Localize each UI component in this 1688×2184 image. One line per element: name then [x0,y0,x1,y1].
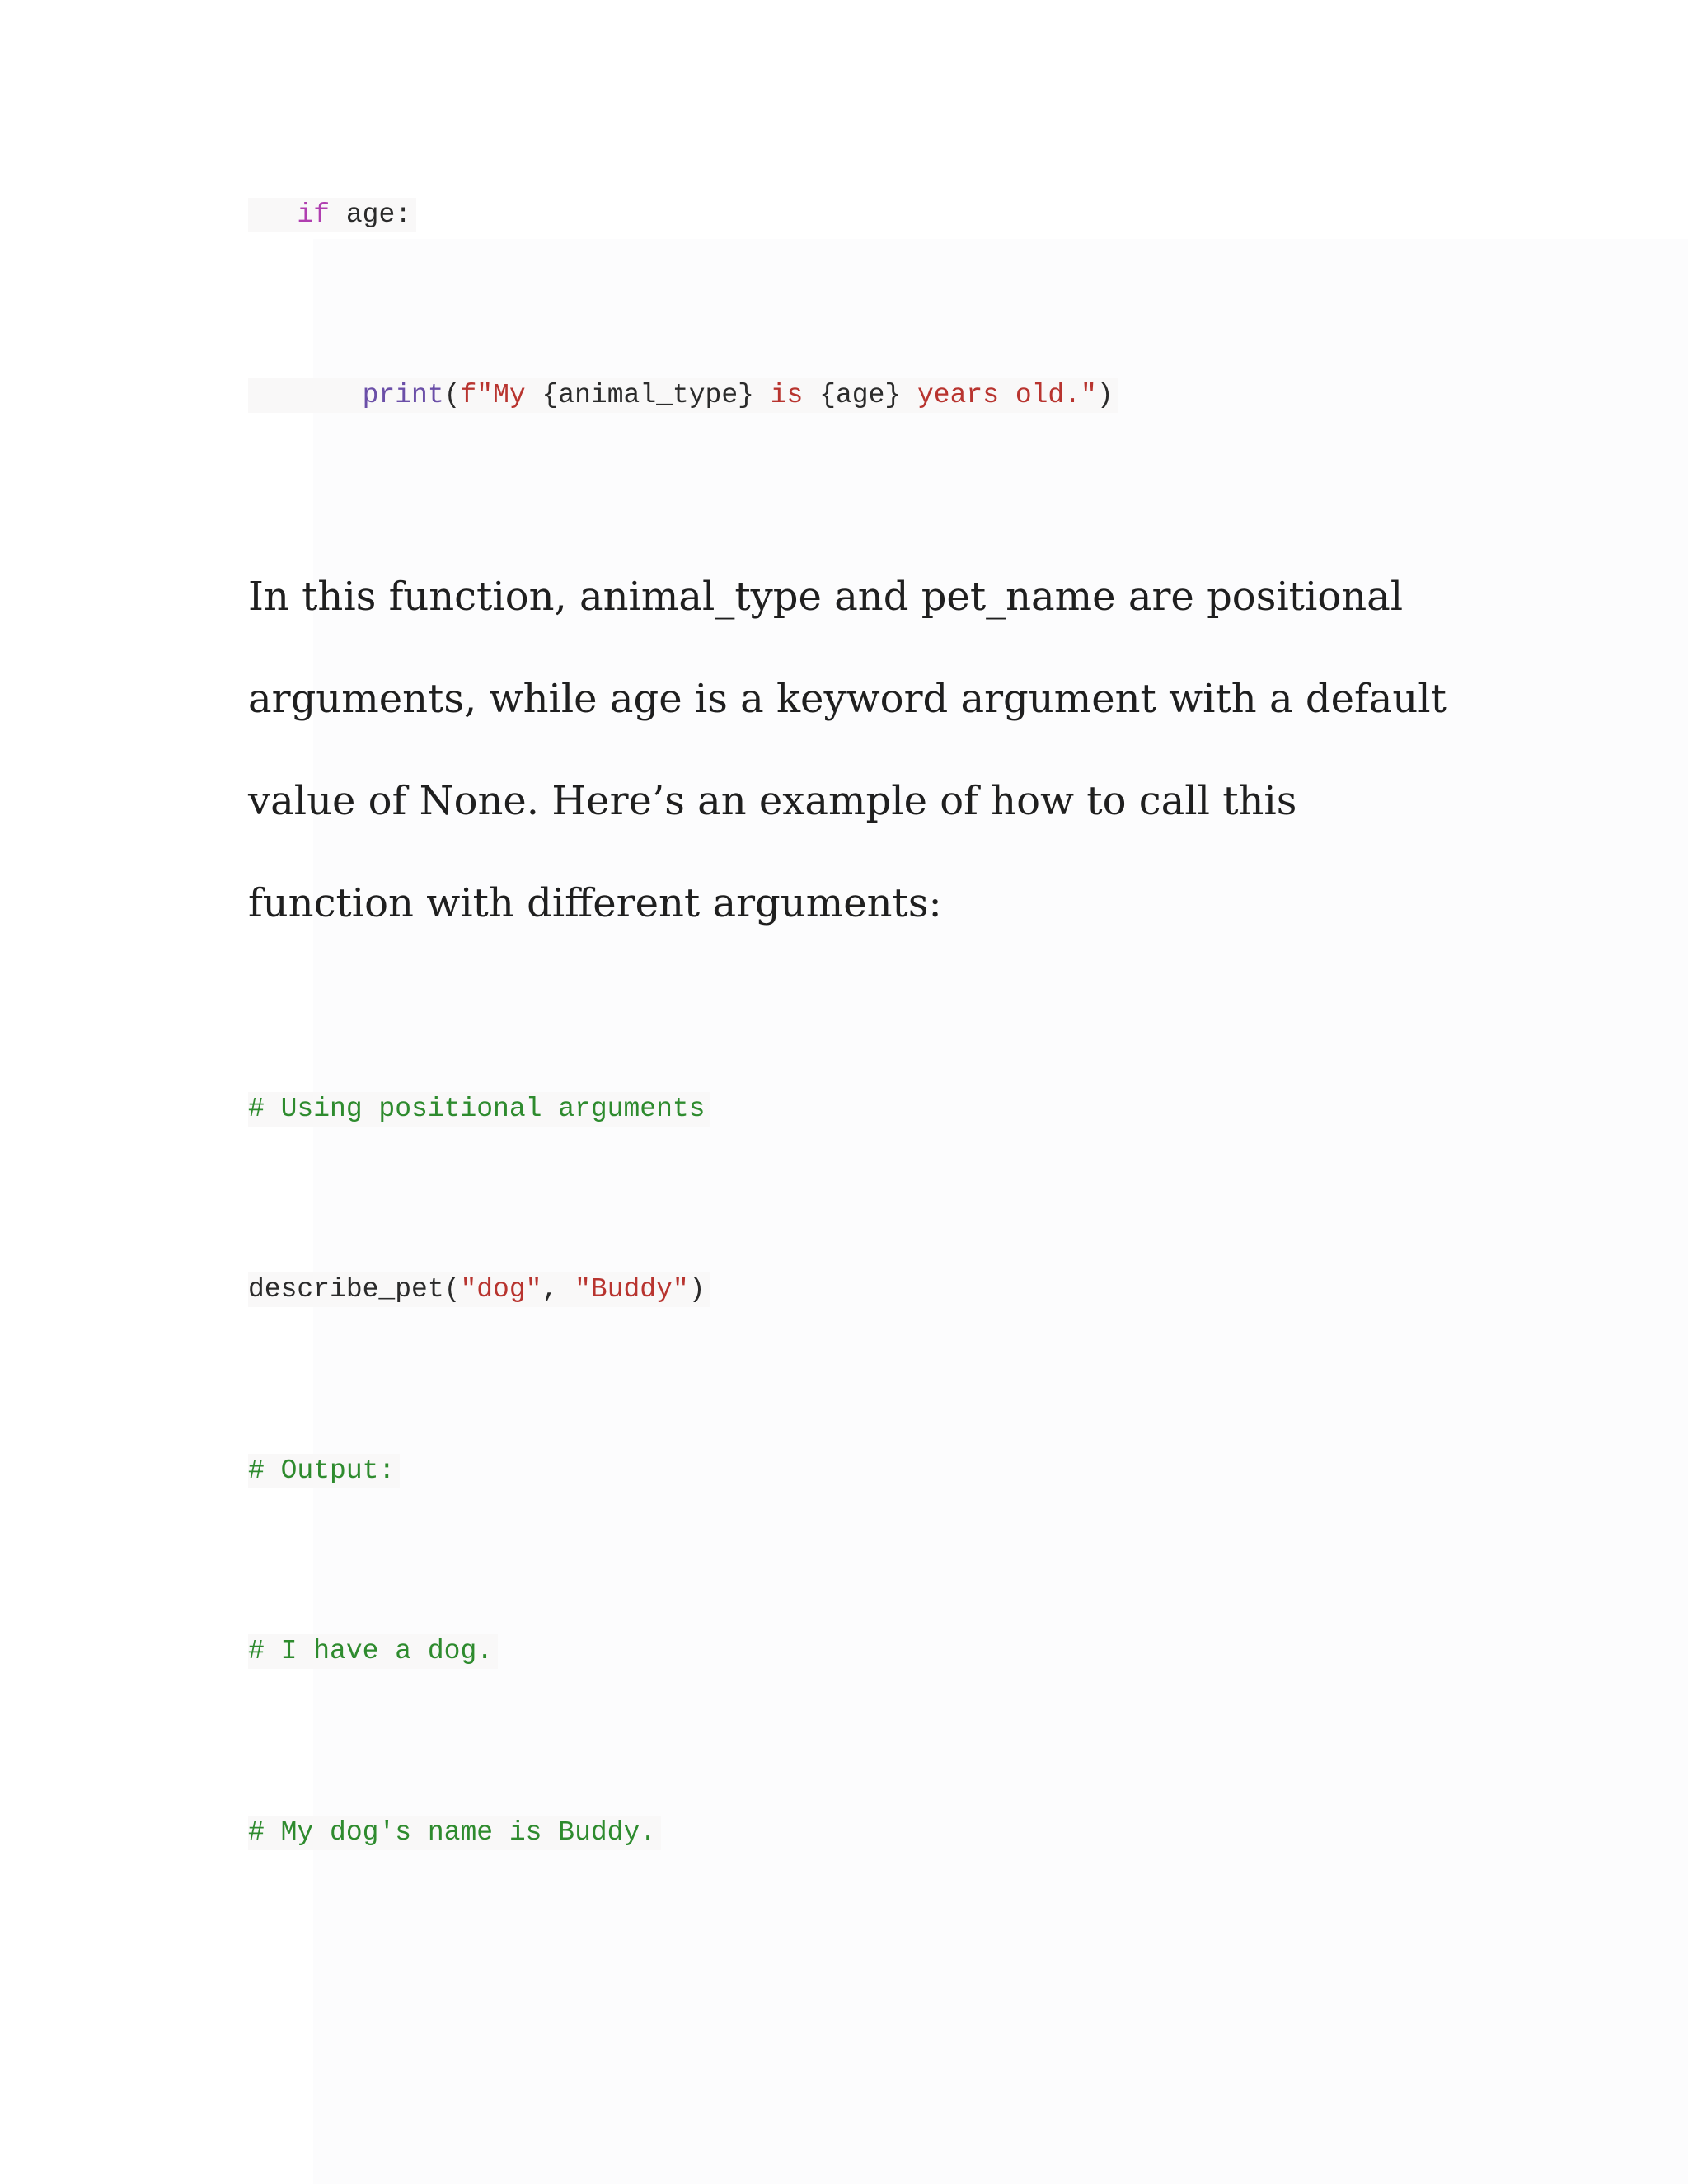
code-comment-dog-name: # My dog's name is Buddy. [248,1816,661,1850]
code-comment-output: # Output: [248,1454,400,1488]
page-background [313,239,1688,2184]
code-comment-have-dog: # I have a dog. [248,1634,498,1669]
function-print: print [362,380,444,410]
code-line-describe-pet-call: describe_pet("dog", "Buddy") [248,1272,710,1307]
code-line-print: print(f"My {animal_type} is {age} years old.") [248,378,1118,413]
keyword-if: if [297,199,331,230]
function-describe-pet: describe_pet( [248,1274,461,1305]
body-paragraph: In this function, animal_type and pet_name are positional arguments, while age is a keyword argument with a default value of None. Here’s an example of how to call this function with different arguments: [248,574,1447,926]
code-comment-positional: # Using positional arguments [248,1092,710,1127]
code-line-if-age: if age: [248,198,416,232]
